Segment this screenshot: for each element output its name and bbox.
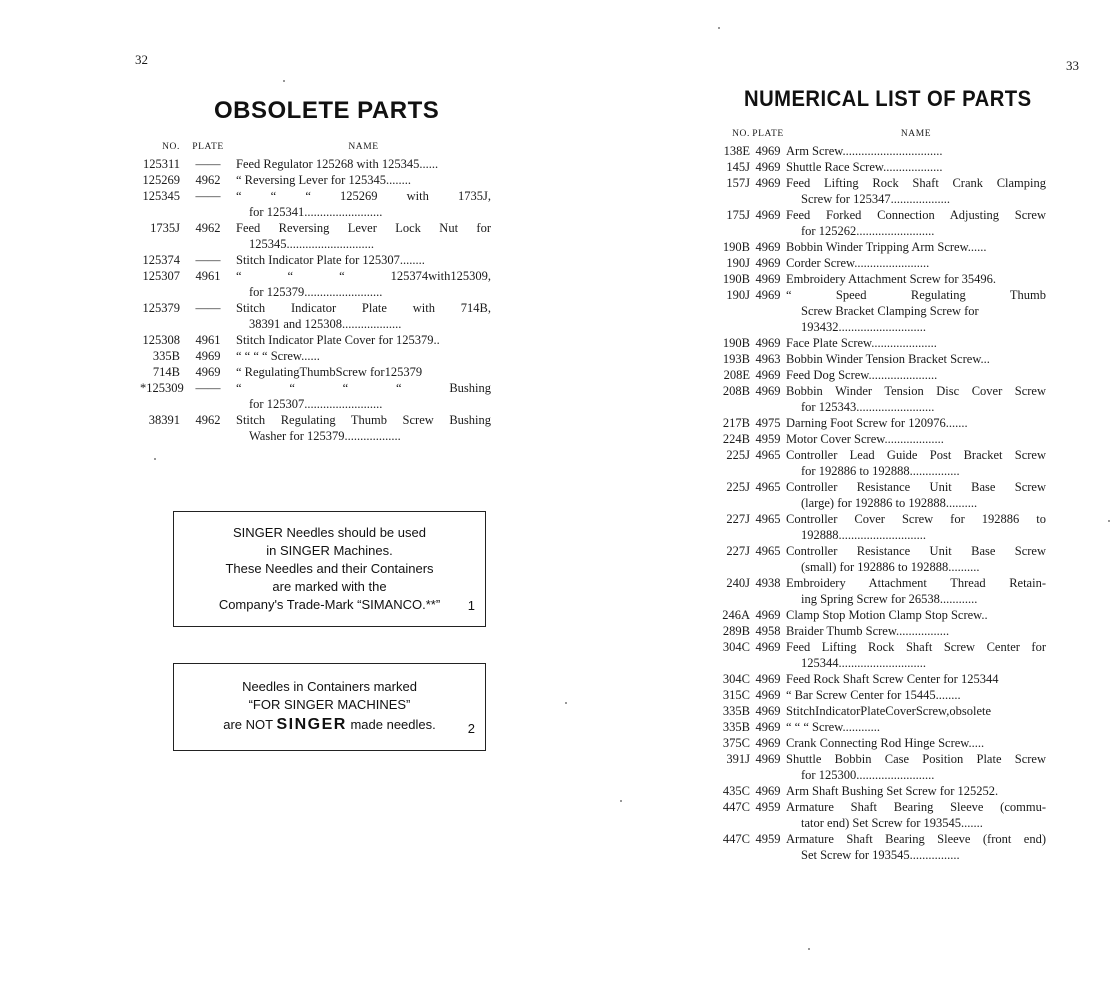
table-row xyxy=(707,431,1046,447)
part-name: “ “ “ 125269 with 1735J, xyxy=(236,189,491,203)
part-name: Arm Shaft Bushing Set Screw for 125252. xyxy=(786,784,999,798)
part-name: Feed Lifting Rock Shaft Crank Clamping xyxy=(786,176,1046,190)
table-row xyxy=(707,239,1046,255)
table-row xyxy=(707,335,1046,351)
page-number-right: 33 xyxy=(1066,58,1079,73)
part-name-continuation: ing Spring Screw for 26538............ xyxy=(801,592,978,606)
part-number: 335B xyxy=(722,720,750,734)
notice-line: These Needles and their Containers xyxy=(225,561,434,576)
not-singer-needles-notice xyxy=(173,663,486,751)
plate-number: 4969 xyxy=(755,336,781,350)
part-name: Face Plate Screw..................... xyxy=(786,336,937,350)
part-number: 125374 xyxy=(142,253,180,267)
table-row xyxy=(140,188,491,204)
table-row xyxy=(707,799,1046,815)
part-name: Shuttle Race Screw................... xyxy=(786,160,943,174)
part-number: 227J xyxy=(726,512,750,526)
part-number: 190B xyxy=(722,272,750,286)
plate-number: 4969 xyxy=(755,288,781,302)
notice-line: are marked with the xyxy=(272,579,387,594)
scan-speck xyxy=(565,702,567,704)
scan-speck xyxy=(154,458,156,460)
table-row xyxy=(707,751,1046,767)
part-number: 217B xyxy=(722,416,750,430)
part-name: Controller Cover Screw for 192886 to xyxy=(786,512,1046,526)
scan-speck xyxy=(620,800,622,802)
plate-number: 4959 xyxy=(755,832,781,846)
plate-number: 4969 xyxy=(755,688,781,702)
plate-number: 4965 xyxy=(755,512,781,526)
scan-speck xyxy=(1108,520,1110,522)
part-name: Feed Dog Screw...................... xyxy=(786,368,938,382)
part-number: 125345 xyxy=(142,189,180,203)
part-name: Stitch Regulating Thumb Screw Bushing xyxy=(236,413,491,427)
table-row xyxy=(707,175,1046,191)
part-number: 335B xyxy=(152,349,180,363)
table-row xyxy=(140,220,491,236)
part-number: 175J xyxy=(726,208,750,222)
part-name: “ Bar Screw Center for 15445........ xyxy=(786,688,961,702)
plate-number: 4969 xyxy=(755,752,781,766)
part-name: Bobbin Winder Tripping Arm Screw...... xyxy=(786,240,987,254)
notice-text: made needles. xyxy=(350,717,436,732)
part-name: Controller Resistance Unit Base Screw xyxy=(786,544,1046,558)
part-name-continuation: for 125341......................... xyxy=(249,205,383,219)
plate-number: —— xyxy=(195,381,221,395)
table-row xyxy=(707,367,1046,383)
part-name-continuation: 192888............................ xyxy=(801,528,926,542)
part-number: 225J xyxy=(726,448,750,462)
table-row xyxy=(707,143,1046,159)
page-number-left: 32 xyxy=(135,52,148,67)
part-name: Clamp Stop Motion Clamp Stop Screw.. xyxy=(786,608,988,622)
table-row xyxy=(707,255,1046,271)
plate-number: —— xyxy=(195,157,221,171)
part-number: 190B xyxy=(722,336,750,350)
plate-number: 4962 xyxy=(195,221,221,235)
table-row xyxy=(140,300,491,316)
plate-number: —— xyxy=(195,301,221,315)
part-name: Bobbin Winder Tension Bracket Screw... xyxy=(786,352,990,366)
part-number: 225J xyxy=(726,480,750,494)
part-number: 227J xyxy=(726,544,750,558)
table-row xyxy=(707,207,1046,223)
part-name-continuation: 193432............................ xyxy=(801,320,926,334)
header-no: NO. xyxy=(732,129,750,139)
part-number: 125308 xyxy=(142,333,180,347)
notice-text: are NOT xyxy=(223,717,273,732)
part-name-continuation: for 125379......................... xyxy=(249,285,383,299)
table-row xyxy=(707,671,1046,687)
table-row xyxy=(707,447,1046,463)
part-number: 193B xyxy=(722,352,750,366)
plate-number: 4962 xyxy=(195,173,221,187)
plate-number: 4969 xyxy=(195,349,221,363)
part-name: Bobbin Winder Tension Disc Cover Screw xyxy=(786,384,1046,398)
header-plate: PLATE xyxy=(192,142,224,152)
part-number: 315C xyxy=(722,688,750,702)
part-name-continuation: tator end) Set Screw for 193545....... xyxy=(801,816,983,830)
part-number: 190J xyxy=(726,256,750,270)
table-row xyxy=(140,332,491,348)
part-name: Armature Shaft Bearing Sleeve (front end) xyxy=(786,832,1046,846)
table-row xyxy=(140,172,491,188)
part-name: Darning Foot Screw for 120976....... xyxy=(786,416,968,430)
plate-number: 4958 xyxy=(755,624,781,638)
part-name: Corder Screw........................ xyxy=(786,256,930,270)
singer-needles-notice xyxy=(173,511,486,627)
plate-number: 4969 xyxy=(195,365,221,379)
plate-number: —— xyxy=(195,189,221,203)
table-row xyxy=(707,159,1046,175)
plate-number: 4969 xyxy=(755,160,781,174)
plate-number: 4969 xyxy=(755,736,781,750)
plate-number: —— xyxy=(195,253,221,267)
part-name: Controller Lead Guide Post Bracket Screw xyxy=(786,448,1046,462)
notice-line: in SINGER Machines. xyxy=(266,543,393,558)
part-name: Stitch Indicator Plate with 714B, xyxy=(236,301,491,315)
plate-number: 4969 xyxy=(755,720,781,734)
part-number: 125307 xyxy=(142,269,180,283)
part-name: “ RegulatingThumbScrew for125379 xyxy=(236,365,423,379)
singer-brand-text: SINGER xyxy=(276,716,347,733)
scan-speck xyxy=(718,27,720,29)
plate-number: 4969 xyxy=(755,256,781,270)
table-row xyxy=(707,287,1046,303)
part-name: Arm Screw................................ xyxy=(786,144,943,158)
part-name-continuation: Screw for 125347................... xyxy=(801,192,950,206)
plate-number: 4969 xyxy=(755,384,781,398)
header-plate: PLATE xyxy=(752,129,784,139)
part-name: “ “ “ “ Bushing xyxy=(236,381,491,395)
part-number: 125379 xyxy=(142,301,180,315)
table-row xyxy=(707,511,1046,527)
notice-line: SINGER Needles should be used xyxy=(233,525,426,540)
header-name: NAME xyxy=(348,142,379,152)
table-header xyxy=(140,141,491,155)
plate-number: 4969 xyxy=(755,272,781,286)
part-name: Feed Regulator 125268 with 125345...... xyxy=(236,157,439,171)
notice-line xyxy=(174,716,485,734)
part-name: “ “ “ Screw............ xyxy=(786,720,880,734)
table-row xyxy=(140,252,491,268)
part-number: 447C xyxy=(722,832,750,846)
table-row xyxy=(140,156,491,172)
part-name-continuation: 125345............................ xyxy=(249,237,374,251)
part-number: 714B xyxy=(152,365,180,379)
obsolete-parts-title: OBSOLETE PARTS xyxy=(214,97,440,124)
part-name: Embroidery Attachment Thread Retain- xyxy=(786,576,1046,590)
notice-line: Needles in Containers marked xyxy=(242,679,417,694)
part-number: 38391 xyxy=(148,413,180,427)
part-number: 208E xyxy=(723,368,750,382)
part-name-continuation: for 125343......................... xyxy=(801,400,935,414)
part-name: Crank Connecting Rod Hinge Screw..... xyxy=(786,736,985,750)
table-row xyxy=(707,623,1046,639)
part-name: Motor Cover Screw................... xyxy=(786,432,944,446)
part-number: 125269 xyxy=(142,173,180,187)
plate-number: 4959 xyxy=(755,800,781,814)
part-name: Embroidery Attachment Screw for 35496. xyxy=(786,272,997,286)
part-name-continuation: 125344............................ xyxy=(801,656,926,670)
notice-number: 1 xyxy=(467,598,475,613)
part-name: Feed Lifting Rock Shaft Screw Center for xyxy=(786,640,1046,654)
table-row xyxy=(707,735,1046,751)
part-number: 304C xyxy=(722,672,750,686)
plate-number: 4969 xyxy=(755,640,781,654)
table-row xyxy=(707,271,1046,287)
part-name: Braider Thumb Screw................. xyxy=(786,624,950,638)
part-name-continuation: for 192886 to 192888................ xyxy=(801,464,960,478)
part-number: 391J xyxy=(726,752,750,766)
plate-number: 4969 xyxy=(755,240,781,254)
plate-number: 4969 xyxy=(755,704,781,718)
part-name-continuation: (small) for 192886 to 192888.......... xyxy=(801,560,980,574)
part-name: Stitch Indicator Plate for 125307........ xyxy=(236,253,425,267)
part-name: “ “ “ “ Screw...... xyxy=(236,349,320,363)
part-number: 289B xyxy=(722,624,750,638)
plate-number: 4938 xyxy=(755,576,781,590)
part-name-continuation: 38391 and 125308................... xyxy=(249,317,402,331)
table-row xyxy=(707,383,1046,399)
part-name-continuation: for 125262......................... xyxy=(801,224,935,238)
part-name: Controller Resistance Unit Base Screw xyxy=(786,480,1046,494)
part-number: 304C xyxy=(722,640,750,654)
obsolete-parts-table xyxy=(140,141,491,444)
part-number: 190B xyxy=(722,240,750,254)
plate-number: 4969 xyxy=(755,672,781,686)
part-name: Stitch Indicator Plate Cover for 125379.. xyxy=(236,333,440,347)
table-row xyxy=(707,575,1046,591)
part-number: 208B xyxy=(722,384,750,398)
table-row xyxy=(707,703,1046,719)
header-no: NO. xyxy=(162,142,180,152)
part-name: “ Reversing Lever for 125345........ xyxy=(236,173,411,187)
table-row xyxy=(140,364,491,380)
table-row xyxy=(140,268,491,284)
table-row xyxy=(140,412,491,428)
plate-number: 4963 xyxy=(755,352,781,366)
table-row xyxy=(707,607,1046,623)
table-row xyxy=(707,543,1046,559)
part-number: 138E xyxy=(723,144,750,158)
plate-number: 4959 xyxy=(755,432,781,446)
table-row xyxy=(707,351,1046,367)
table-row xyxy=(707,831,1046,847)
plate-number: 4965 xyxy=(755,480,781,494)
part-number: 157J xyxy=(726,176,750,190)
table-row xyxy=(140,380,491,396)
table-row xyxy=(140,348,491,364)
plate-number: 4969 xyxy=(755,784,781,798)
part-name: Shuttle Bobbin Case Position Plate Screw xyxy=(786,752,1046,766)
part-name-continuation: Washer for 125379.................. xyxy=(249,429,401,443)
part-name-continuation: Set Screw for 193545................ xyxy=(801,848,960,862)
table-header xyxy=(707,128,1046,142)
part-name-continuation: for 125300......................... xyxy=(801,768,935,782)
plate-number: 4965 xyxy=(755,544,781,558)
plate-number: 4969 xyxy=(755,176,781,190)
table-row xyxy=(707,415,1046,431)
plate-number: 4961 xyxy=(195,333,221,347)
part-name: Feed Forked Connection Adjusting Screw xyxy=(786,208,1046,222)
table-row xyxy=(707,687,1046,703)
scan-speck xyxy=(283,80,285,82)
part-name-continuation: (large) for 192886 to 192888.......... xyxy=(801,496,978,510)
part-number: 435C xyxy=(722,784,750,798)
plate-number: 4969 xyxy=(755,144,781,158)
part-number: 1735J xyxy=(150,221,180,235)
part-name: Feed Rock Shaft Screw Center for 125344 xyxy=(786,672,999,686)
table-row xyxy=(707,719,1046,735)
part-name: “ Speed Regulating Thumb xyxy=(786,288,1046,302)
plate-number: 4969 xyxy=(755,368,781,382)
part-number: 224B xyxy=(722,432,750,446)
plate-number: 4969 xyxy=(755,208,781,222)
plate-number: 4965 xyxy=(755,448,781,462)
part-name: Armature Shaft Bearing Sleeve (commu- xyxy=(786,800,1046,814)
part-number: 240J xyxy=(726,576,750,590)
part-name: Feed Reversing Lever Lock Nut for xyxy=(236,221,491,235)
plate-number: 4962 xyxy=(195,413,221,427)
part-number: 375C xyxy=(722,736,750,750)
part-name-continuation: for 125307......................... xyxy=(249,397,383,411)
part-number: 145J xyxy=(726,160,750,174)
part-name: “ “ “ 125374with125309, xyxy=(236,269,491,283)
notice-line: “FOR SINGER MACHINES” xyxy=(248,697,411,712)
table-row xyxy=(707,783,1046,799)
table-row xyxy=(707,639,1046,655)
part-number: *125309 xyxy=(140,381,184,395)
part-name: StitchIndicatorPlateCoverScrew,obsolete xyxy=(786,704,992,718)
numerical-list-title: NUMERICAL LIST OF PARTS xyxy=(744,86,1032,111)
part-number: 447C xyxy=(722,800,750,814)
plate-number: 4975 xyxy=(755,416,781,430)
part-number: 335B xyxy=(722,704,750,718)
notice-number: 2 xyxy=(467,721,475,736)
numerical-parts-table xyxy=(707,128,1046,863)
plate-number: 4961 xyxy=(195,269,221,283)
part-number: 125311 xyxy=(142,157,180,171)
notice-line: Company's Trade-Mark “SIMANCO.**” xyxy=(218,597,441,612)
scan-speck xyxy=(808,948,810,950)
part-number: 246A xyxy=(722,608,750,622)
header-name: NAME xyxy=(900,129,932,139)
part-number: 190J xyxy=(726,288,750,302)
part-name-continuation: Screw Bracket Clamping Screw for xyxy=(801,304,979,318)
table-row xyxy=(707,479,1046,495)
plate-number: 4969 xyxy=(755,608,781,622)
